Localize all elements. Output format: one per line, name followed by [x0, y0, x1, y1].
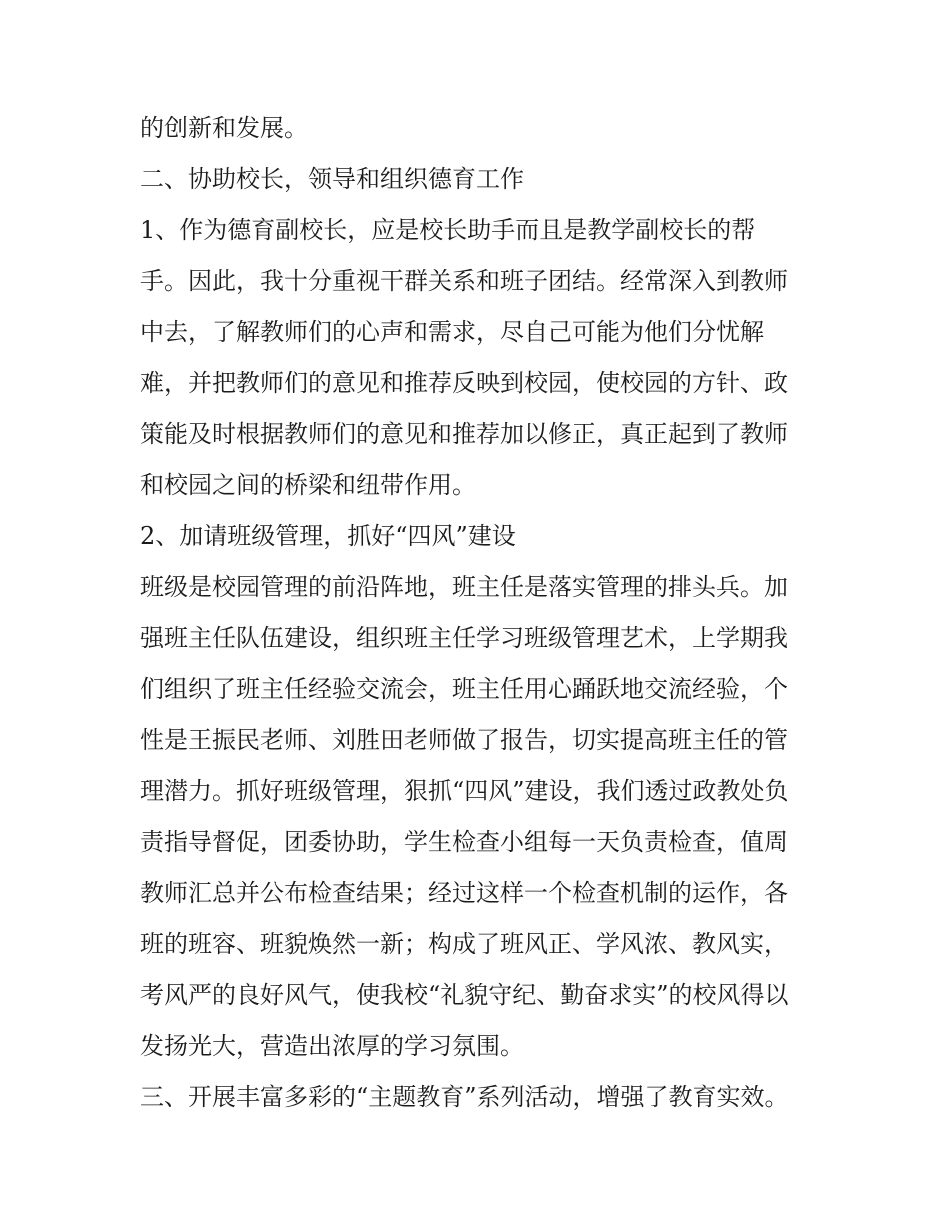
- section-heading-3: 三、开展丰富多彩的“主题教育”系列活动，增强了教育实效。: [140, 1083, 789, 1111]
- text-line: 教师汇总并公布检查结果；经过这样一个检查机制的运作，各: [140, 879, 788, 907]
- text-line: 班的班容、班貌焕然一新；构成了班风正、学风浓、教风实，: [140, 930, 788, 958]
- text-line: 发扬光大，营造出浓厚的学习氛围。: [140, 1032, 524, 1060]
- text-line: 的创新和发展。: [140, 114, 308, 142]
- text-line: 策能及时根据教师们的意见和推荐加以修正，真正起到了教师: [140, 420, 788, 448]
- subsection-heading-2: 2、加请班级管理，抓好“四风”建设: [140, 522, 516, 550]
- text-line: 考风严的良好风气，使我校“礼貌守纪、勤奋求实”的校风得以: [140, 981, 789, 1009]
- text-line: 中去，了解教师们的心声和需求，尽自己可能为他们分忧解: [140, 318, 764, 346]
- text-line: 难，并把教师们的意见和推荐反映到校园，使校园的方针、政: [140, 369, 788, 397]
- text-line: 强班主任队伍建设，组织班主任学习班级管理艺术，上学期我: [140, 624, 788, 652]
- text-line: 责指导督促，团委协助，学生检查小组每一天负责检查，值周: [140, 828, 788, 856]
- text-line: 们组织了班主任经验交流会，班主任用心踊跃地交流经验，个: [140, 675, 788, 703]
- section-heading-2: 二、协助校长，领导和组织德育工作: [140, 165, 524, 193]
- text-line: 理潜力。抓好班级管理，狠抓“四风”建设，我们透过政教处负: [140, 777, 789, 805]
- text-line: 和校园之间的桥梁和纽带作用。: [140, 471, 476, 499]
- text-line: 1、作为德育副校长，应是校长助手而且是教学副校长的帮: [140, 216, 756, 244]
- text-line: 性是王振民老师、刘胜田老师做了报告，切实提高班主任的管: [140, 726, 788, 754]
- text-line: 班级是校园管理的前沿阵地，班主任是落实管理的排头兵。加: [140, 573, 788, 601]
- document-body: [140, 103, 820, 1123]
- text-line: 手。因此，我十分重视干群关系和班子团结。经常深入到教师: [140, 267, 788, 295]
